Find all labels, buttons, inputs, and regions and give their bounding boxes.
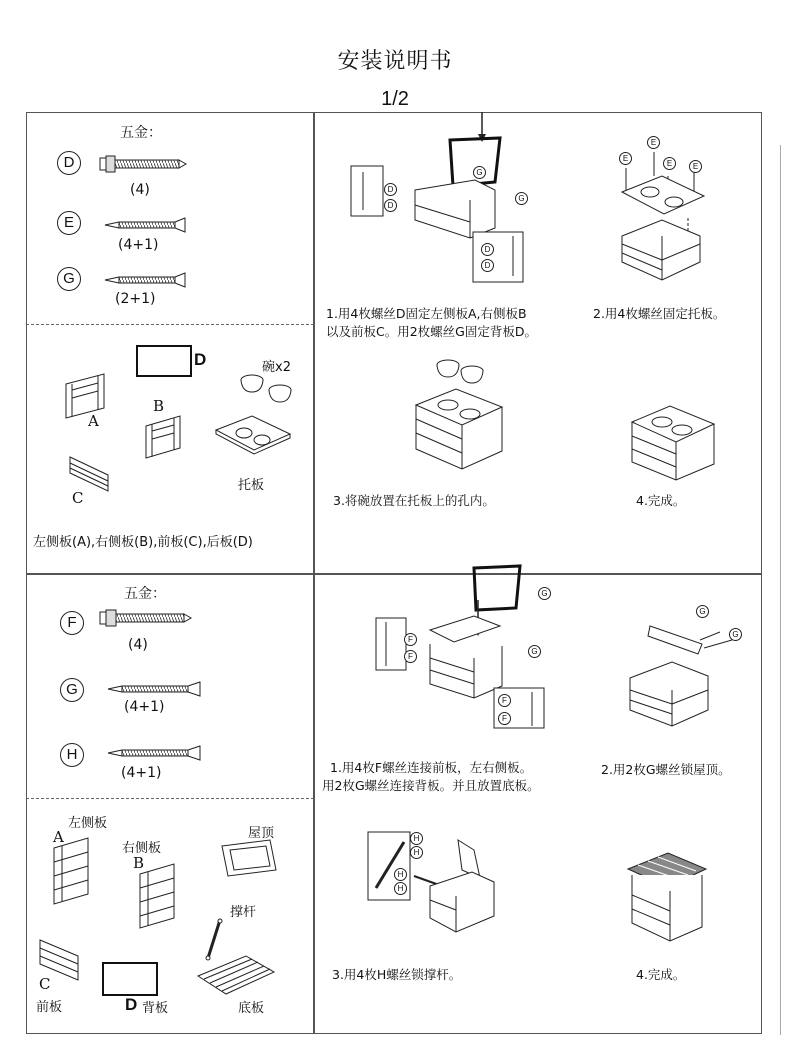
hardware-g2-qty: (4+1) [124, 699, 165, 715]
screw-g-icon [105, 272, 190, 288]
callout-e-1: E [647, 136, 660, 149]
dashed-divider-1 [26, 324, 314, 325]
step6-caption: 2.用2枚G螺丝锁屋顶。 [601, 762, 731, 777]
callout-g-4: G [528, 645, 541, 658]
step7-strut-diagram [364, 830, 504, 950]
front-panel-label: 前板 [36, 1000, 63, 1015]
callout-d-2: D [384, 199, 397, 212]
callout-g-6: G [729, 628, 742, 641]
callout-g-5: G [696, 605, 709, 618]
step5-caption-line1: 1.用4枚F螺丝连接前板，左右侧板。 [330, 760, 533, 775]
roof-panel-icon [220, 838, 280, 878]
callout-e-3: E [663, 157, 676, 170]
left-panel-label: 左侧板 [68, 816, 108, 831]
callout-h-2: H [410, 846, 423, 859]
hardware-e-qty: (4+1) [118, 237, 159, 253]
right-panel-label: 右侧板 [122, 841, 162, 856]
back-panel-d-shape [136, 345, 192, 377]
callout-e-2: E [619, 152, 632, 165]
hardware-f-qty: (4) [128, 637, 148, 653]
hardware-d-letter: D [57, 151, 81, 175]
panel-b-label-2: B [133, 854, 145, 872]
callout-h-1: H [410, 832, 423, 845]
back-panel-label: 背板 [142, 1001, 169, 1016]
panel-a-label: A [88, 412, 99, 430]
page-number: 1/2 [381, 88, 409, 110]
bottom-panel-label: 底板 [238, 1001, 265, 1016]
hardware-g-letter-2: G [60, 678, 84, 702]
hardware-e-letter: E [57, 211, 81, 235]
step5-caption-line2: 用2枚G螺丝连接背板。并且放置底板。 [322, 778, 540, 793]
step8-finished-diagram [622, 849, 712, 944]
step3-caption: 3.将碗放置在托板上的孔内。 [333, 493, 495, 508]
step2-caption: 2.用4枚螺丝固定托板。 [593, 306, 726, 321]
screw-e-icon [105, 217, 190, 233]
callout-e-4: E [689, 160, 702, 173]
callout-d-4: D [481, 259, 494, 272]
callout-h-3: H [394, 868, 407, 881]
page-title: 安装说明书 [337, 49, 453, 74]
step1-caption-line2: 以及前板C。用2枚螺丝G固定背板D。 [326, 324, 537, 339]
hardware-g-qty: (2+1) [115, 291, 156, 307]
bowl-label: 碗x2 [262, 360, 291, 375]
left-side-panel-icon [52, 836, 92, 906]
hardware-label-1: 五金： [120, 125, 162, 141]
step4-finished-diagram [628, 402, 718, 482]
tray-label: 托板 [238, 478, 265, 493]
hardware-d-qty: (4) [130, 182, 150, 198]
step8-caption: 4.完成。 [636, 967, 686, 982]
step6-roof-diagram [624, 618, 734, 728]
callout-f-1: F [404, 633, 417, 646]
margin-line [780, 145, 781, 1035]
panel-d-label: D [194, 350, 207, 369]
step7-caption: 3.用4枚H螺丝锁撑杆。 [332, 967, 462, 982]
bottom-panel-icon [196, 954, 276, 996]
panel-b-label: B [153, 397, 165, 415]
callout-h-4: H [394, 882, 407, 895]
hardware-label-2: 五金： [124, 586, 166, 602]
hardware-g-letter: G [57, 267, 81, 291]
bowls-icon [238, 370, 298, 406]
right-side-panel-icon [138, 862, 178, 932]
step1-caption-line1: 1.用4枚螺丝D固定左侧板A,右侧板B [326, 306, 527, 321]
step1-assembly-diagram [345, 110, 540, 280]
left-panel-a-icon [64, 372, 108, 420]
panel-c-label-2: C [39, 975, 51, 993]
panel-d-label-2: D [125, 995, 138, 1014]
dashed-divider-2 [26, 798, 314, 799]
panel-a-label-2: A [53, 828, 64, 846]
callout-f-3: F [498, 694, 511, 707]
callout-f-2: F [404, 650, 417, 663]
callout-d-3: D [481, 243, 494, 256]
callout-d-1: D [384, 183, 397, 196]
callout-g-3: G [538, 587, 551, 600]
step3-bowls-diagram [410, 357, 510, 472]
screw-h-icon [108, 745, 203, 761]
roof-label: 屋顶 [248, 826, 275, 841]
right-panel-b-icon [144, 414, 184, 460]
hardware-h-letter: H [60, 743, 84, 767]
callout-f-4: F [498, 712, 511, 725]
screw-g2-icon [108, 681, 203, 697]
panel-legend: 左侧板(A),右侧板(B),前板(C),后板(D) [33, 535, 253, 550]
back-panel-shape [102, 962, 158, 996]
tray-icon [214, 414, 292, 456]
callout-g-1: G [473, 166, 486, 179]
step4-caption: 4.完成。 [636, 493, 686, 508]
bolt-d-icon [100, 155, 190, 175]
hardware-h-qty: (4+1) [121, 765, 162, 781]
hardware-f-letter: F [60, 611, 84, 635]
step5-assembly-diagram [370, 560, 550, 730]
panel-c-label: C [72, 489, 84, 507]
callout-g-2: G [515, 192, 528, 205]
bolt-f-icon [100, 609, 195, 629]
strut-label: 撑杆 [230, 905, 257, 920]
